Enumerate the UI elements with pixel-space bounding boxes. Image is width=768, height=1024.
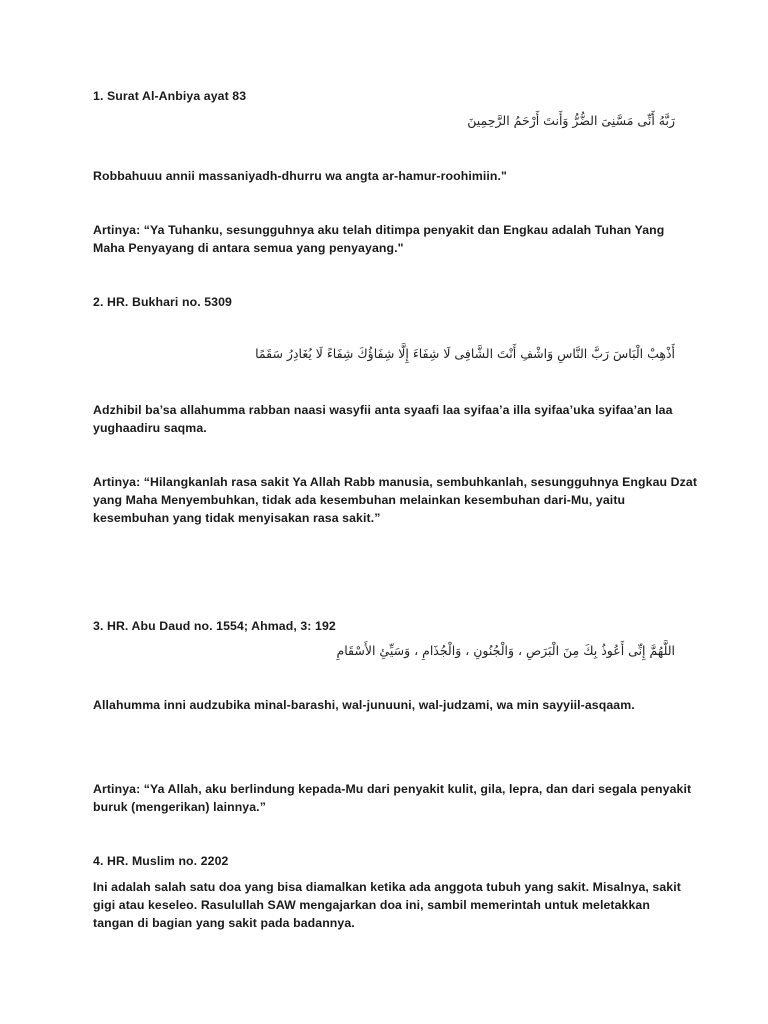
section-3-arti-line-1: Artinya: “Ya Allah, aku berlindung kepada-Mu dari penyakit kulit, gila, lepra, dan dari segala penyakit xyxy=(93,782,692,796)
section-2-latin-line-2: yughaadiru saqma. xyxy=(93,421,207,435)
section-1-heading: 1. Surat Al-Anbiya ayat 83 xyxy=(93,89,247,103)
section-3-arti-line-2: buruk (mengerikan) lainnya.” xyxy=(93,800,266,814)
section-3-latin: Allahumma inni audzubika minal-barashi, wal-junuuni, wal-judzami, wa min sayyiil-asqaam. xyxy=(93,698,635,712)
section-1-arti-line-2: Maha Penyayang di antara semua yang penyayang." xyxy=(93,241,404,255)
section-3-heading: 3. HR. Abu Daud no. 1554; Ahmad, 3: 192 xyxy=(93,619,336,633)
section-4-heading: 4. HR. Muslim no. 2202 xyxy=(93,854,229,868)
section-3-arabic: اللَّهُمَّ إِنِّى أَعُوذُ بِكَ مِنَ الْبَرَصِ ، وَالْجُنُونِ ، وَالْجُذَامِ ، وَسَيِّئِ الأَسْقَامِ xyxy=(336,643,675,658)
section-1-arabic: رَبَّهُ أَنِّى مَسَّنِىَ الضُّرُّ وَأَنتَ أَرْحَمُ الرَّحِمِينَ xyxy=(467,113,675,128)
section-1-latin: Robbahuuu annii massaniyadh-dhurru wa angta ar-hamur-roohimiin." xyxy=(93,169,507,183)
section-2-arti-line-1: Artinya: “Hilangkanlah rasa sakit Ya Allah Rabb manusia, sembuhkanlah, sesungguhnya Engkau Dzat xyxy=(93,475,698,489)
section-2-arti-line-2: yang Maha Menyembuhkan, tidak ada kesembuhan melainkan kesembuhan dari-Mu, yaitu xyxy=(93,493,626,507)
section-4-body-line-2: gigi atau keseleo. Rasulullah SAW mengajarkan doa ini, sambil memerintah untuk meletakkan xyxy=(93,898,650,912)
section-1-arti-line-1: Artinya: “Ya Tuhanku, sesungguhnya aku telah ditimpa penyakit dan Engkau adalah Tuhan Yang xyxy=(93,223,665,237)
section-2-arti-line-3: kesembuhan yang tidak menyisakan rasa sakit.” xyxy=(93,511,381,525)
section-2-arabic: أَذْهِبْ الْبَاسَ رَبَّ النَّاسِ وَاشْفِ أَنْتَ الشَّافِى لَا شِفَاءَ إِلَّا شِفَاؤُكَ شِفَاءً لَا يُغَادِرُ سَقَمًا xyxy=(255,346,675,361)
section-2-heading: 2. HR. Bukhari no. 5309 xyxy=(93,295,232,309)
section-2-latin-line-1: Adzhibil ba’sa allahumma rabban naasi wasyfii anta syaafi laa syifaa’a illa syifaa’uka syifaa’an laa xyxy=(93,403,673,417)
section-4-body-line-3: tangan di bagian yang sakit pada badannya. xyxy=(93,916,355,930)
section-4-body-line-1: Ini adalah salah satu doa yang bisa diamalkan ketika ada anggota tubuh yang sakit. Misalnya, sakit xyxy=(93,880,681,894)
